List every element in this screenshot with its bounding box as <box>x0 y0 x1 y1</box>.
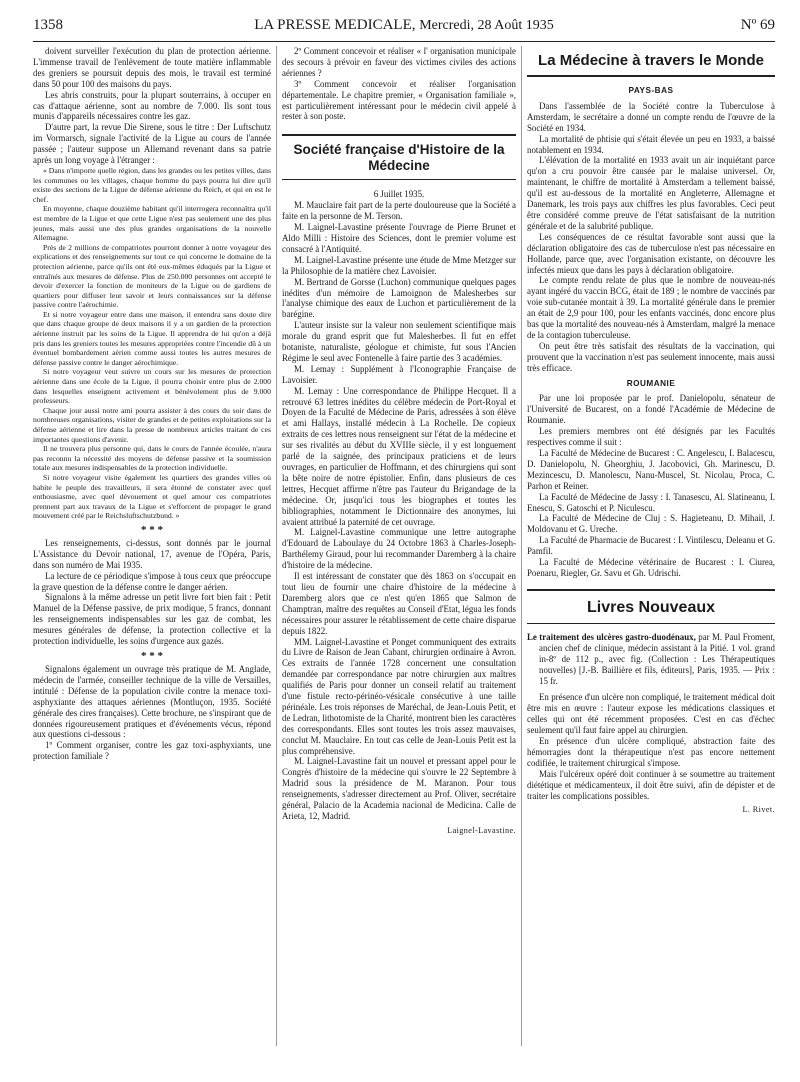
asterism-divider: * * * <box>141 523 163 536</box>
paragraph: En présence d'un ulcère compliqué, abstraction faite des hémorragies dont la thérapeutique n'est pas encore nettement codifiée, le traitement chirurgical s'impose. <box>527 736 775 768</box>
quote-paragraph: Si notre voyageur veut suivre un cours sur les mesures de protection aérienne dans une école de la Ligue, il pourra choisir entre plus de 2.000 dans lesquelles enseignent activement et bénévolement plus de 9.000 professeurs. <box>33 367 271 406</box>
column-right <box>527 46 775 1071</box>
quoted-passage <box>33 166 271 521</box>
paragraph: D'autre part, la revue Die Sirene, sous le titre : Der Luftschutz im Vormarsch, signale l'activité de la Ligue au cours de l'année passée ; l'auteur suppose un Allemand revenant dans sa patrie après un long voyage à l'étranger : <box>33 122 271 166</box>
paragraph: Les conséquences de ce résultat favorable sont aussi que la déclaration obligatoire des cas de tuberculose n'est pas nécessaire en Hollande, parce que, avec l'organisation existante, on découvre les infectés mieux que dans les pays à déclaration obligatoire. <box>527 231 775 275</box>
column-divider <box>276 46 277 1046</box>
country-heading-roumanie: ROUMANIE <box>626 378 676 388</box>
paragraph: Signalons également un ouvrage très pratique de M. Anglade, médecin de l'armée, conseiller technique de la ville de Versailles, intitulé : Défense de la population civile contre la menace toxi-asphyxiante des attaques aériennes (Montluçon, 1935. Société générale des cires françaises). Cette brochure, ne s'inspirant que de données rigoureusement pratiques et d'événements vécus, répond aux questions ci-dessous : <box>33 664 271 740</box>
column-left <box>33 46 271 1046</box>
quote-paragraph: Près de 2 millions de compatriotes pourront donner à notre voyageur des explications et des renseignements sur tout ce qui concerne le domaine de la protection aérienne, parce qu'ils ont été eux-mêmes éduqués par la Ligue et entraînés aux mesures de défense. Plus de 250.000 personnes ont accepté le devoir d'exercer la fonction de moniteurs de la Ligue ou de gardiens de quartiers pour diffuser leur savoir et leurs connaissances sur la défense passive contre l'aérochimie. <box>33 242 271 310</box>
column-divider <box>521 46 522 1046</box>
paragraph: L'élévation de la mortalité en 1933 avait un air inquiétant parce qu'on a cru pouvoir être causée par le malaise universel. Or, maintenant, le chiffre de mortalité à Amsterdam a tellement baissé, qu'il est au-dessous de la mortalité en Angleterre, Allemagne et Danemark, les trois pays aux chiffres les plus favorables. Ceci peut être considéré comme preuve de l'état satisfaisant de la nutrition générale et de la salubrité publique. <box>527 155 775 231</box>
country-heading-pays-bas: PAYS-BAS <box>628 86 674 95</box>
page-header <box>33 17 775 39</box>
paragraph: M. Bertrand de Gorsse (Luchon) communique quelques pages inédites d'un mémoire de Lamoignon de Malesherbes sur l'analyse chimique des eaux de Luchon et particulièrement de la barégine. <box>282 276 516 320</box>
paragraph: La Faculté de Médecine de Jassy : I. Tanasescu, Al. Slatineanu, I. Enescu, S. Gatoschi et P. Niculescu. <box>527 491 775 513</box>
paragraph: La lecture de ce périodique s'impose à tous ceux que préoccupe la grave question de la défense contre le danger aérien. <box>33 570 271 592</box>
paragraph: On peut être très satisfait des résultats de la vaccination, qui prouvent que la vaccination n'est pas seulement innocente, mais aussi très efficace. <box>527 340 775 373</box>
paragraph: Mais l'ulcéreux opéré doit continuer à se soumettre au traitement diététique et médicamenteux, il doit être suivi, afin de dépister et de traiter les complications possibles. <box>527 768 775 801</box>
paragraph: M. Mauclaire fait part de la perte douloureuse que la Société a faite en la personne de M. Terson. <box>282 200 516 222</box>
quote-paragraph: Il ne trouvera plus personne qui, dans le cours de l'année écoulée, n'aura pas reconnu la nécessité des moyens de défense passive et la soumission totale aux mesures indispensables de la protection individuelle. <box>33 444 271 473</box>
paragraph: M. Laignel-Lavastine fait un nouvel et pressant appel pour le Congrès d'histoire de la médecine qui s'ouvre le 22 Septembre à Madrid sous la présidence de M. Maranon. Pour tous renseignements, s'adresser directement au Prof. Oliver, secrétaire général, Palacio de la Academia nacional de Medicina. Calle de Arieta, 12, Madrid. <box>282 756 516 821</box>
paragraph: M. Laignel-Lavastine communique une lettre autographe d'Edouard de Laboulaye du 24 Octobre 1863 à Charles-Joseph-Barthélemy Giraud, pour lui recommander Daremberg à la chaire d'histoire de la médecine. <box>282 527 516 571</box>
quote-paragraph: Chaque jour aussi notre ami pourra assister à des cours du soir dans de nombreuses organisations, visiter de grandes et de petites exploitations sur la défense aérienne et lire dans la presse de nombreux articles traitant de ces importantes questions d'avenir. <box>33 405 271 444</box>
quote-paragraph: Et si notre voyageur entre dans une maison, il entendra sans doute dire que dans chaque groupe de deux maisons il y a un gardien de la protection aérienne instruit par les soins de la Ligue. Il apprendra de lui qu'on a déjà pris dans les greniers toutes les mesures appropriées contre l'incendie dû à un éventuel bombardement aérien comme aussi toutes les autres mesures de défense passive contre le danger aérochimique. <box>33 309 271 367</box>
paragraph: M. Lemay : Une correspondance de Philippe Hecquet. Il a retrouvé 63 lettres inédites du célèbre médecin de Port-Royal et Doyen de la Faculté de Médecine de Paris, adressées à son élève et ami Hallays, installé médecin à La Rochelle. De copieux extraits de ces lettres nous renseignent sur l'état de la médecine et sur ses rivalités au début du XVIIIe siècle, il y est longuement parlé de la saignée, des principaux praticiens et de leurs ouvrages, en particulier de Hoffmann, et des chirurgiens qui sont la bête noire de notre épistolier. Enfin, dans plusieurs de ces lettres, Hecquet affirme n'être pas l'auteur du Brigandage de la médecine. Or, jusqu'ici tous les biographes et toutes les bibliographies, notamment le Dictionnaire des anonymes, lui avaient attribué la paternité de cet ouvrage. <box>282 385 516 527</box>
quote-paragraph: « Dans n'importe quelle région, dans les grandes ou les petites villes, dans les communes ou les villages, chaque homme du pays pourra lui dire qu'il existe des sections de la Ligue de défense aérienne du Reich, et qui en est le chef. <box>33 165 271 204</box>
signature: L. Rivet. <box>742 805 775 815</box>
section-title-medecine-monde: La Médecine à travers le Monde <box>527 52 775 77</box>
paragraph: 3º Comment concevoir et réaliser l'organisation départementale. Le chapitre premier, « Organisation familiale », est particulièrement intéressant pour le médecin civil appelé à rester à son poste. <box>282 78 516 122</box>
issue-number: Nº 69 <box>740 17 775 33</box>
book-info: par M. Paul Froment, ancien chef de clinique, médecin assistant à la Pitié. 1 vol. grand in-8º de 112 p., avec fig. (Collection : Les Thérapeutiques nouvelles) [J.-B. Baillière et fils, éditeurs], Paris, 1935. — Prix : 15 fr. <box>539 631 775 686</box>
paragraph: Les abris construits, pour la plupart souterrains, à occuper en cas d'attaque aérienne, sont au nombre de 7.000. Ils sont tous munis d'appareils nécessaires contre les gaz. <box>33 89 271 122</box>
paragraph: La Faculté de Médecine de Cluj : S. Hagieteanu, D. Mihail, J. Moldovanu et G. Ureche. <box>527 513 775 535</box>
page-number: 1358 <box>33 17 63 33</box>
paragraph: En présence d'un ulcère non compliqué, le traitement médical doit être mis en œuvre : l'auteur expose les médications classiques et celles qui ont été récemment proposées. C'est en cas d'échec seulement qu'il faut faire appel au chirurgien. <box>527 692 775 736</box>
paragraph: Les renseignements, ci-dessus, sont donnés par le journal L'Assistance du Devoir national, 17, avenue de l'Opéra, Paris, dans son numéro de Mai 1935. <box>33 537 271 570</box>
quote-paragraph: Si notre voyageur visite également les quartiers des grandes villes où habite le peuple des travailleurs, il sera étonné de constater avec quel enthousiasme, avec quel dévouement et quel amour ces compatriotes prennent part aux travaux de la Ligue et s'efforcent de propager le grand mouvement créé par le Reichsluftschutzbund. » <box>33 472 271 521</box>
paragraph: 2º Comment concevoir et réaliser « l' organisation municipale des secours à prévoir en faveur des victimes civiles des actions aériennes ? <box>282 46 516 78</box>
paragraph: Le compte rendu relate de plus que le nombre de nouveau-nés ayant ingéré du vaccin BCG, était de 189 ; le nombre de vaccinés par voie sub-cutanée montait à 39. La mortalité générale dans le premier an était de 2,9 pour 100, pour les enfants vaccinés, donc encore plus bas que la mortalité des nouveau-nés à Amsterdam, malgré la menace de la contagion tuberculeuse. <box>527 275 775 340</box>
paragraph: Dans l'assemblée de la Société contre la Tuberculose à Amsterdam, le secrétaire a donné un compte rendu de l'œuvre de la Société en 1934. <box>527 100 775 133</box>
journal-name: LA PRESSE MEDICALE, <box>254 17 416 33</box>
paragraph: La Faculté de Médecine de Bucarest : C. Angelescu, I. Balacescu, D. Danielopolu, N. Gheorghiu, J. Jacobovici, Gh. Marinescu, D. Mezincescu, D. Manolescu, Nanu-Muscel, St. Nicolau, Proca, C. Parhon et Reiner. <box>527 448 775 491</box>
paragraph: doivent surveiller l'exécution du plan de protection aérienne. L'immense travail de l'enlèvement de toute matière inflammable des greniers se poursuit depuis des mois, le travail est terminé dans 50 pour 100 des maisons du pays. <box>33 46 271 89</box>
paragraph: MM. Laignel-Lavastine et Ponget communiquent des extraits du Livre de Raison de Jean Cabant, chirurgien ordinaire à Avron. Ces extraits de l'année 1728 concernent une consultation demandée par correspondance par notre chirurgien aux maîtres qualifiés de Paris pour donner un conseil relatif au traitement d'une fistule recto-périnéo-vésicale consécutive à une taille périnéale. Les trois réponses de Maréchal, de Jean-Louis Petit, et de Ledran, lithotomiste de la Charité, montrent bien les caractères des correspondants. Elles sont toutes les trois assez mauvaises, conclut M. Mauclaire. En tout cas celle de Jean-Louis Petit est la plus compréhensive. <box>282 636 516 756</box>
meeting-date: 6 Juillet 1935. <box>373 189 425 200</box>
journal-title-line <box>33 17 775 34</box>
book-title: Le traitement des ulcères gastro-duodénaux, <box>527 631 696 642</box>
paragraph: 1º Comment organiser, contre les gaz toxi-asphyxiants, une protection familiale ? <box>33 740 271 762</box>
paragraph: La Faculté de Pharmacie de Bucarest : I. Vintilescu, Deleanu et G. Pamfil. <box>527 535 775 557</box>
paragraph: La mortalité de phtisie qui s'était élevée un peu en 1933, a baissé notablement en 1934. <box>527 133 775 155</box>
paragraph: L'auteur insiste sur la valeur non seulement scientifique mais morale du grand esprit que fut Malesherbes. Il fut en effet botaniste, naturaliste, géologue et chimiste, fut sous l'Ancien Régime le seul avec Fontenelle à faire partie des 3 académies. <box>282 320 516 363</box>
paragraph: Les premiers membres ont été désignés par les Facultés respectives comme il suit : <box>527 426 775 448</box>
paragraph: M. Lemay : Supplément à l'Iconographie Française de Lavoisier. <box>282 363 516 385</box>
issue-date: Mercredi, 28 Août 1935 <box>419 18 554 33</box>
paragraph: Il est intéressant de constater que dès 1863 on s'occupait en tout lieu de fournir une chaire d'histoire de la médecine à Daremberg alors que ce n'est qu'en 1865 que Salmon de Champtran, maître des requêtes au Conseil d'Etat, légua les fonds nécessaires pour assurer le rétablissement de cette chaire disparue depuis 1822. <box>282 571 516 636</box>
section-title-societe-histoire: Société française d'Histoire de la Médecine <box>282 134 516 180</box>
section-title-livres-nouveaux: Livres Nouveaux <box>527 589 775 624</box>
paragraph: Signalons à la même adresse un petit livre fort bien fait : Petit Manuel de la Défense passive, de prix modique, 5 francs, donnant les renseignements indispensables sur les gaz de combat, les mesures générales de défense, la protection collective et la protection individuelle, les soins d'urgence aux gazés. <box>33 592 271 647</box>
paragraph: Par une loi proposée par le prof. Danielopolu, sénateur de l'Université de Bucarest, on a fondé l'Académie de Médecine de Roumanie. <box>527 393 775 426</box>
paragraph: La Faculté de Médecine vétérinaire de Bucarest : I. Ciurea, Poenaru, Riegler, Gr. Savu et Gh. Udrischi. <box>527 557 775 578</box>
header-rule <box>33 41 775 42</box>
paragraph: M. Laignel-Lavastine présente l'ouvrage de Pierre Brunet et Aldo Milli : Histoire des Sciences, dont le premier volume est consacré à l'Antiquité. <box>282 222 516 254</box>
asterism-divider: * * * <box>141 650 163 662</box>
book-entry <box>527 632 775 687</box>
column-middle <box>282 46 516 1071</box>
paragraph: M. Laignel-Lavastine présente une étude de Mme Metzger sur la Philosophie de la matière chez Lavoisier. <box>282 254 516 276</box>
quote-paragraph: En moyenne, chaque douzième habitant qu'il interrogera reconnaîtra qu'il est membre de la Ligue et que cette Ligue n'est pas seulement une des plus jeunes, mais aussi une des plus grandes organisations de la nouvelle Allemagne. <box>33 204 271 243</box>
signature: Laignel-Lavastine. <box>447 825 516 835</box>
